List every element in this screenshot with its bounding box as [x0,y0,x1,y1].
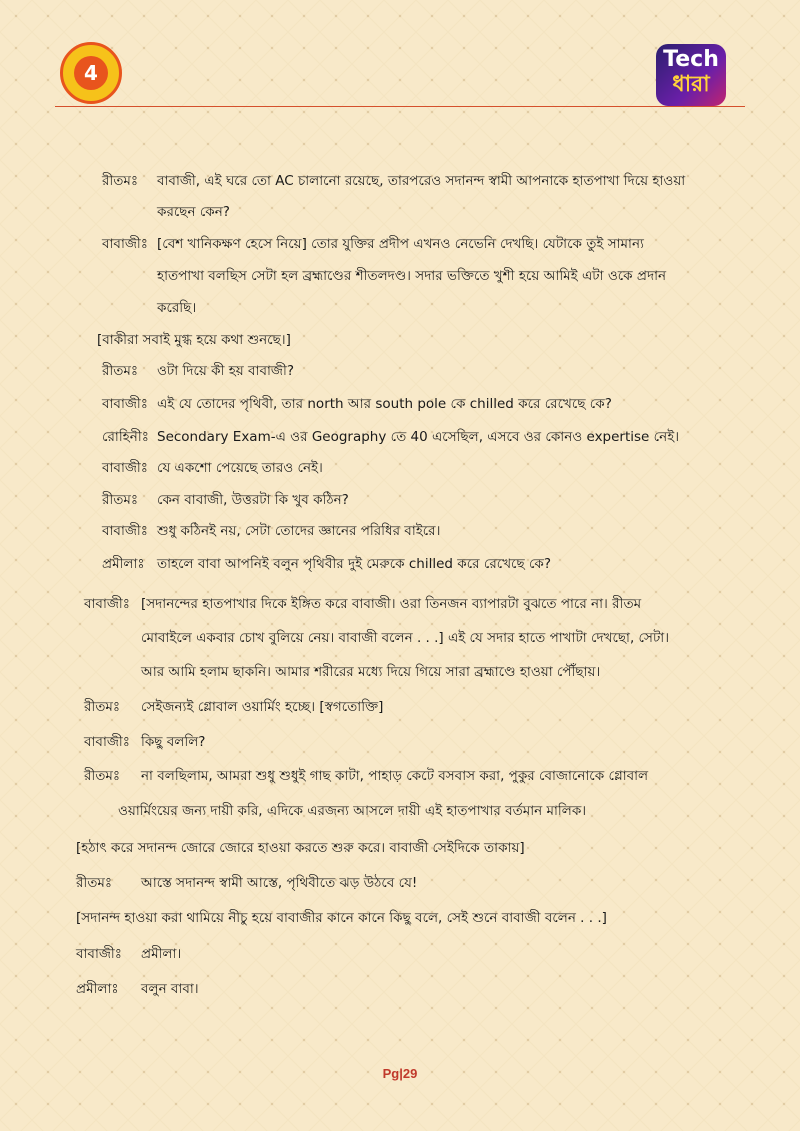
stage-direction: [সদানন্দ হাওয়া করা থামিয়ে নীচু হয়ে বাবাজীর কানে কানে কিছু বলে, সেই শুনে বাবাজী বলেন . . .] [76,910,607,926]
dialogue-line: আর আমি হলাম ছাকনি। আমার শরীরের মধ্যে দিয়ে গিয়ে সারা ব্রহ্মাণ্ডে হাওয়া পৌঁছায়। [141,664,601,680]
dialogue-line: শুধু কঠিনই নয়, সেটা তোদের জ্ঞানের পরিধির বাইরে। [157,523,441,539]
logo-text-dhara: ধারা [672,72,710,97]
dialogue-line: Secondary Exam-এ ওর Geography তে 40 এসেছিল, এসবে ওর কোনও expertise নেই। [157,429,680,445]
dialogue-line: [বেশ খানিকক্ষণ হেসে নিয়ে] তোর যুক্তির প্রদীপ এখনও নেভেনি দেখছি। যেটাকে তুই সামান্য [157,236,644,252]
dialogue-line: করেছি। [157,300,197,316]
speaker-label: রীতমঃ [84,699,121,715]
speaker-label: রোহিনীঃ [102,429,149,445]
speaker-label: রীতমঃ [102,492,139,508]
speaker-label: বাবাজীঃ [102,523,148,539]
logo-text-tech: Tech [663,47,719,72]
speaker-label: রীতমঃ [84,768,121,784]
dialogue-line: কিছু বললি? [141,734,206,750]
dialogue-line: বলুন বাবা। [141,981,199,997]
speaker-label: রীতমঃ [76,875,113,891]
dialogue-line: করছেন কেন? [157,204,230,220]
stage-direction: [হঠাৎ করে সদানন্দ জোরে জোরে হাওয়া করতে শুরু করে। বাবাজী সেইদিকে তাকায়] [76,840,525,856]
speaker-label: বাবাজীঃ [102,460,148,476]
dialogue-line: প্রমীলা। [141,946,182,962]
dialogue-line: [সদানন্দের হাতপাখার দিকে ইঙ্গিত করে বাবাজী। ওরা তিনজন ব্যাপারটা বুঝতে পারে না। রীতম [141,596,642,612]
speaker-label: প্রমীলাঃ [102,556,145,572]
dialogue-line: বাবাজী, এই ঘরে তো AC চালানো রয়েছে, তারপরেও সদানন্দ স্বামী আপনাকে হাতপাখা দিয়ে হাওয়া [157,173,686,189]
dialogue-line: এই যে তোদের পৃথিবী, তার north আর south pole কে chilled করে রেখেছে কে? [157,396,612,412]
speaker-label: বাবাজীঃ [84,596,130,612]
dialogue-line: সেইজন্যই গ্লোবাল ওয়ার্মিং হচ্ছে। [স্বগতোক্তি] [141,699,384,715]
dialogue-line: আস্তে সদানন্দ স্বামী আস্তে, পৃথিবীতে ঝড় উঠবে যে! [141,875,418,891]
dialogue-line: ওটা দিয়ে কী হয় বাবাজী? [157,363,295,379]
speaker-label: বাবাজীঃ [84,734,130,750]
dialogue-line: তাহলে বাবা আপনিই বলুন পৃথিবীর দুই মেরুকে chilled করে রেখেছে কে? [157,556,552,572]
logo-glyph: 4 [74,56,108,90]
speaker-label: প্রমীলাঃ [76,981,119,997]
dialogue-line: যে একশো পেয়েছে তারও নেই। [157,460,323,476]
speaker-label: বাবাজীঃ [76,946,122,962]
speaker-label: বাবাজীঃ [102,396,148,412]
speaker-label: বাবাজীঃ [102,236,148,252]
dialogue-line: ওয়ার্মিংয়ের জন্য দায়ী করি, এদিকে এরজন্য আসলে দায়ী এই হাতপাখার বর্তমান মালিক। [118,803,587,819]
page-number: Pg|29 [382,1066,418,1081]
stage-direction: [বাকীরা সবাই মুগ্ধ হয়ে কথা শুনছে।] [97,332,291,348]
speaker-label: রীতমঃ [102,363,139,379]
dialogue-line: না বলছিলাম, আমরা শুধু শুধুই গাছ কাটা, পাহাড় কেটে বসবাস করা, পুকুর বোজানোকে গ্লোবাল [141,768,649,784]
speaker-label: রীতমঃ [102,173,139,189]
dialogue-line: কেন বাবাজী, উত্তরটা কি খুব কঠিন? [157,492,349,508]
dialogue-line: মোবাইলে একবার চোখ বুলিয়ে নেয়। বাবাজী বলেন . . .] এই যে সদার হাতে পাখাটা দেখছো, সেটা। [141,630,670,646]
dialogue-line: হাতপাখা বলছিস সেটা হল ব্রহ্মাণ্ডের শীতলদণ্ড। সদার ভক্তিতে খুশী হয়ে আমিই এটা ওকে প্রদান [157,268,667,284]
